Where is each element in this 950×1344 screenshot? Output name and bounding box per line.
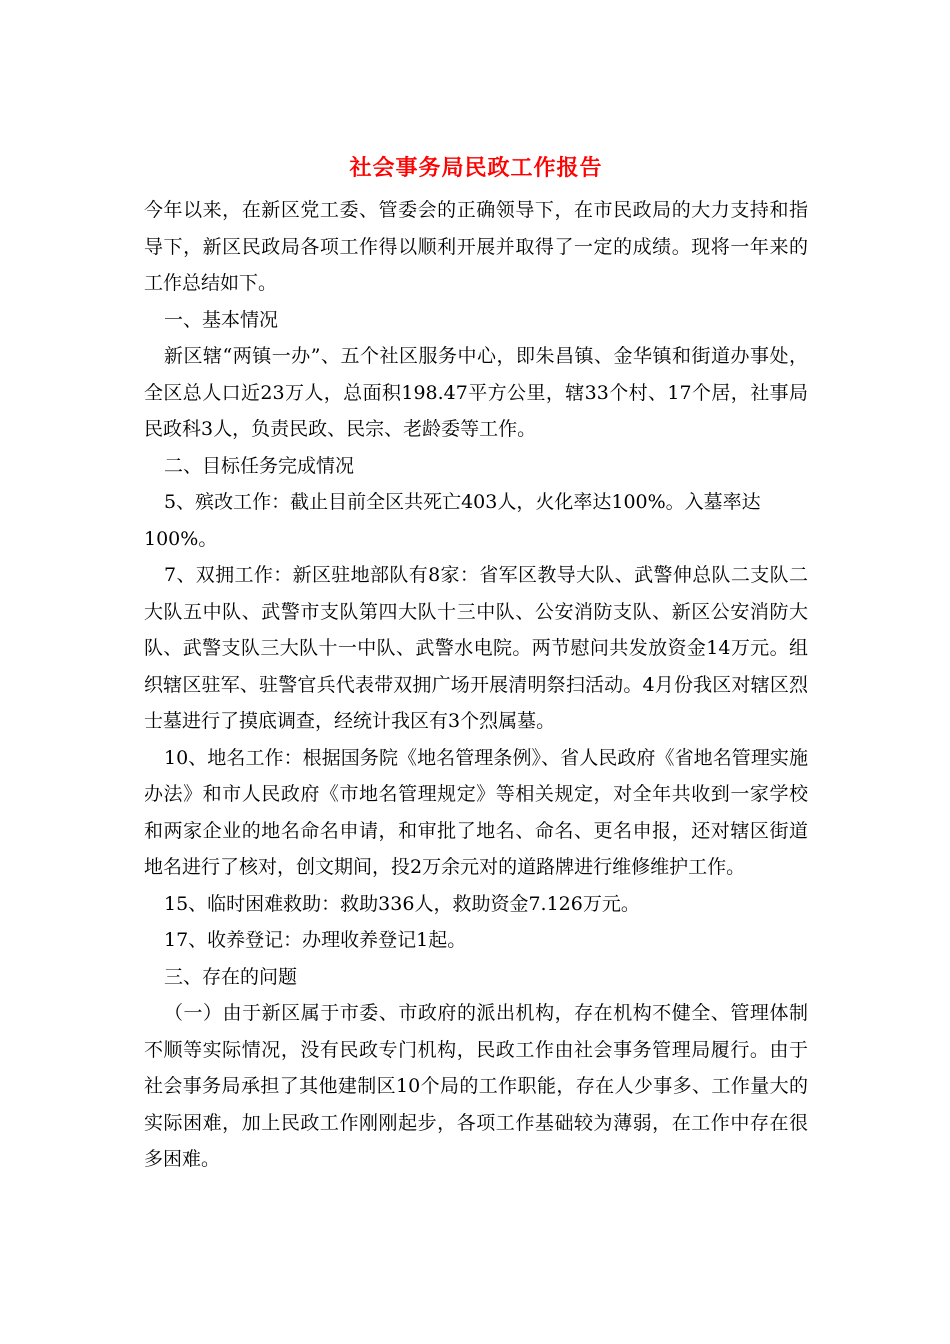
paragraph-double-support: 7、双拥工作：新区驻地部队有8家：省军区教导大队、武警伸总队二支队二大队五中队、武警市支队第四大队十三中队、公安消防支队、新区公安消防大队、武警支队三大队十一中队、武警水电院。两节慰问共发放资金14万元。组织辖区驻军、驻警官兵代表带双拥广场开展清明祭扫活动。4月份我区对辖区烈士墓进行了摸底调查，经统计我区有3个烈属墓。 bbox=[144, 564, 808, 732]
document-page bbox=[144, 148, 808, 1178]
paragraph-place-names: 10、地名工作：根据国务院《地名管理条例》、省人民政府《省地名管理实施办法》和市人民政府《市地名管理规定》等相关规定，对全年共收到一家学校和两家企业的地名命名申请，和审批了地名、命名、更名申报，还对辖区街道地名进行了核对，创文期间，投2万余元对的道路牌进行维修维护工作。 bbox=[144, 746, 808, 878]
paragraph-problems-1: （一）由于新区属于市委、市政府的派出机构，存在机构不健全、管理体制不顺等实际情况，没有民政专门机构，民政工作由社会事务管理局履行。由于社会事务局承担了其他建制区10个局的工作职能，存在人少事多、工作量大的实际困难，加上民政工作刚刚起步，各项工作基础较为薄弱，在工作中存在很多困难。 bbox=[144, 1002, 808, 1170]
paragraph-funeral-reform: 5、殡改工作：截止目前全区共死亡403人，火化率达100%。入墓率达 bbox=[164, 491, 761, 513]
paragraph-funeral-reform-tail: 100%。 bbox=[144, 527, 218, 550]
paragraph-basic-situation: 新区辖“两镇一办”、五个社区服务中心，即朱昌镇、金华镇和街道办事处，全区总人口近23万人，总面积198.47平方公里，辖33个村、17个居，社事局民政科3人，负责民政、民宗、老龄委等工作。 bbox=[144, 345, 808, 440]
heading-basic-situation: 一、基本情况 bbox=[164, 308, 279, 331]
paragraph-adoption: 17、收养登记：办理收养登记1起。 bbox=[164, 929, 467, 951]
paragraph-temporary-aid: 15、临时困难救助：救助336人，救助资金7.126万元。 bbox=[164, 892, 640, 915]
document-title: 社会事务局民政工作报告 bbox=[349, 155, 603, 181]
heading-problems: 三、存在的问题 bbox=[164, 965, 298, 988]
heading-targets: 二、目标任务完成情况 bbox=[164, 454, 355, 477]
paragraph-intro: 今年以来，在新区党工委、管委会的正确领导下，在市民政局的大力支持和指导下，新区民政局各项工作得以顺利开展并取得了一定的成绩。现将一年来的工作总结如下。 bbox=[144, 199, 808, 294]
